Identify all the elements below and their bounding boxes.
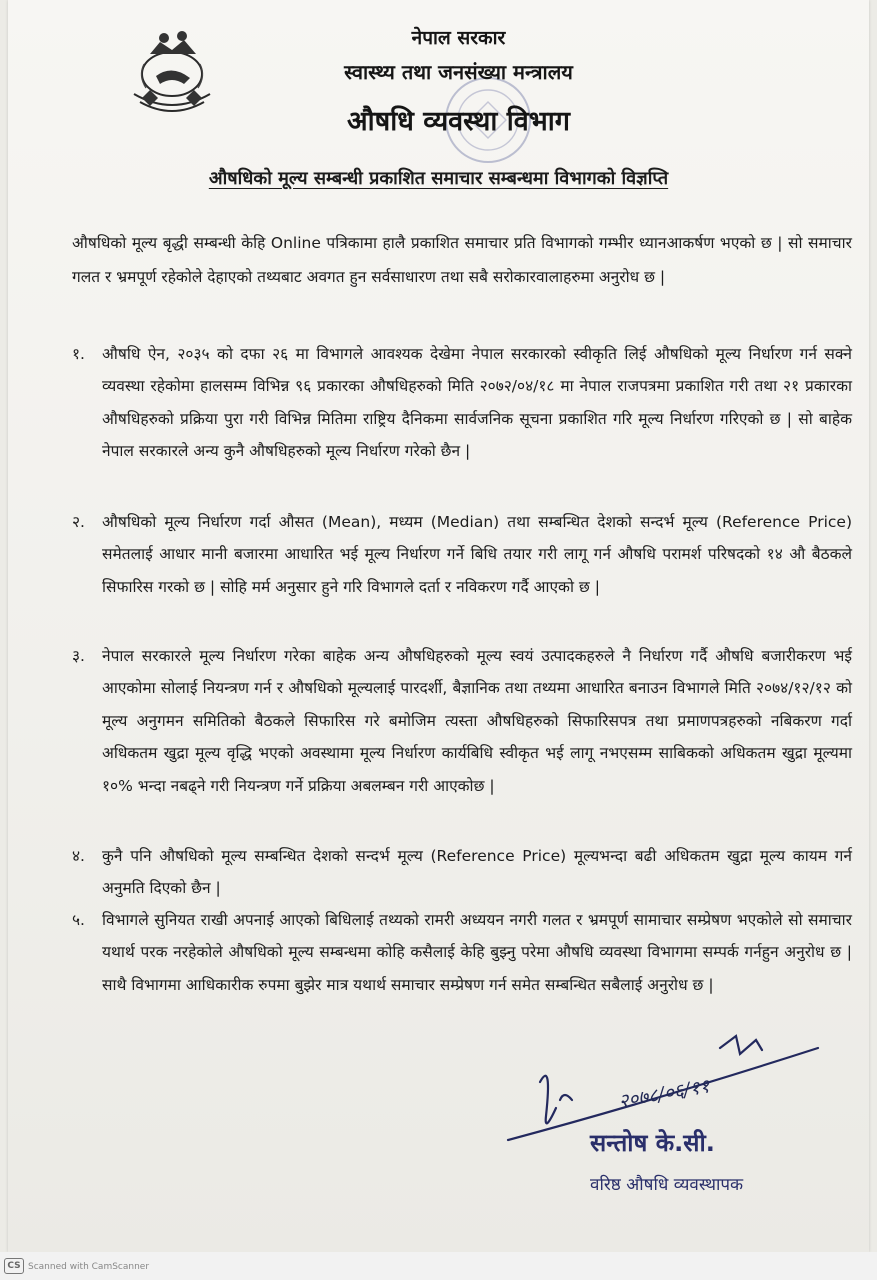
item-number: २. [72, 513, 85, 531]
list-item [72, 338, 852, 468]
item-number: १. [72, 345, 85, 363]
camscanner-logo-icon: CS [4, 1258, 24, 1274]
item-text: औषधि ऐन, २०३५ को दफा २६ मा विभागले आवश्यक देखेमा नेपाल सरकारको स्वीकृति लिई औषधिको मूल्य निर्धारण गर्न सक्ने व्यवस्था रहेकोमा हालसम्म विभिन्न ९६ प्रकारका औषधिहरुको मिति २०७२/०४/१८ मा नेपाल राजपत्रमा प्रकाशित गरी तथा २१ प्रकारका औषधिहरुको प्रक्रिया पुरा गरी विभिन्न मितिमा राष्ट्रिय दैनिकमा सार्वजनिक सूचना प्रकाशित गरि मूल्य निर्धारण गरिएको छ | सो बाहेक नेपाल सरकारले अन्य कुनै औषधिहरुको मूल्य निर्धारण गरेको छैन | [102, 345, 852, 461]
signatory-designation: वरिष्ठ औषधि व्यवस्थापक [590, 1175, 744, 1195]
scanner-watermark: Scanned with CamScanner [28, 1262, 150, 1272]
header-department: औषधि व्यवस्था विभाग [347, 106, 570, 137]
item-text: कुनै पनि औषधिको मूल्य सम्बन्धित देशको सन्दर्भ मूल्य (Reference Price) मूल्यभन्दा बढी अधिकतम खुद्रा मूल्य कायम गर्न अनुमति दिएको छैन | [102, 847, 852, 898]
item-number: ५. [72, 911, 85, 929]
item-number: ४. [72, 847, 85, 865]
item-text: नेपाल सरकारले मूल्य निर्धारण गरेका बाहेक अन्य औषधिहरुको मूल्य स्वयं उत्पादकहरुले नै निर्धारण गर्दै औषधि बजारीकरण भई आएकोमा सोलाई नियन्त्रण गर्न र औषधिको मूल्यलाई पारदर्शी, बैज्ञानिक तथा तथ्यमा आधारित बनाउन विभागले मिति २०७४/१२/१२ को मूल्य अनुगमन समितिको बैठकले सिफारिस गरे बमोजिम त्यस्ता औषधिहरुको सिफारिसपत्र तथा प्रमाणपत्रहरुको नबिकरण गर्दा अधिकतम खुद्रा मूल्य वृद्धि भएको अवस्थामा मूल्य निर्धारण कार्यबिधि स्वीकृत भई लागू नभएसम्म साबिकको अधिकतम खुद्रा मूल्यमा १०% भन्दा नबढ्ने गरी नियन्त्रण गर्ने प्रक्रिया अबलम्बन गरी आएकोछ | [102, 647, 852, 795]
notice-title: औषधिको मूल्य सम्बन्धी प्रकाशित समाचार सम्बन्धमा विभागको विज्ञप्ति [208, 168, 669, 189]
list-item [72, 506, 852, 603]
item-text: औषधिको मूल्य निर्धारण गर्दा औसत (Mean), मध्यम (Median) तथा सम्बन्धित देशको सन्दर्भ मूल्य (Reference Price) समेतलाई आधार मानी बजारमा आधारित भई मूल्य निर्धारण गर्ने बिधि तयार गरी लागू गर्न औषधि परामर्श परिषदको १४ औ बैठकले सिफारिस गरको छ | सोहि मर्म अनुसार हुने गरि विभागले दर्ता र नविकरण गर्दै आएको छ | [102, 513, 852, 596]
list-item [72, 640, 852, 802]
header-ministry: स्वास्थ्य तथा जनसंख्या मन्त्रालय [344, 60, 573, 84]
item-text: विभागले सुनियत राखी अपनाई आएको बिधिलाई तथ्यको रामरी अध्ययन नगरी गलत र भ्रमपूर्ण सामाचार सम्प्रेषण भएकोले सो समाचार यथार्थ परक नरहेकोले औषधिको मूल्य सम्बन्धमा कोहि कसैलाई केहि बुझ्नु परेमा औषधि व्यवस्था विभागमा सम्पर्क गर्नहुन अनुरोध छ | साथै विभागमा आधिकारीक रुपमा बुझेर मात्र यथार्थ समाचार सम्प्रेषण गर्न समेत सम्बन्धित सबैलाई अनुरोध छ | [102, 911, 852, 994]
item-number: ३. [72, 647, 85, 665]
signature-date: २०७८/०६/११ [616, 1075, 712, 1113]
signatory-name: सन्तोष के.सी. [590, 1129, 715, 1157]
header-government: नेपाल सरकार [411, 27, 506, 49]
list-item [72, 904, 852, 1001]
intro-paragraph: औषधिको मूल्य बृद्धी सम्बन्धी केहि Online पत्रिकामा हालै प्रकाशित समाचार प्रति विभागको गम्भीर ध्यानआकर्षण भएको छ | सो समाचार गलत र भ्रमपूर्ण रहेकोले देहाएको तथ्यबाट अवगत हुन सर्वसाधारण तथा सबै सरोकारवालाहरुमा अनुरोध छ | [72, 234, 852, 286]
list-item [72, 840, 852, 905]
